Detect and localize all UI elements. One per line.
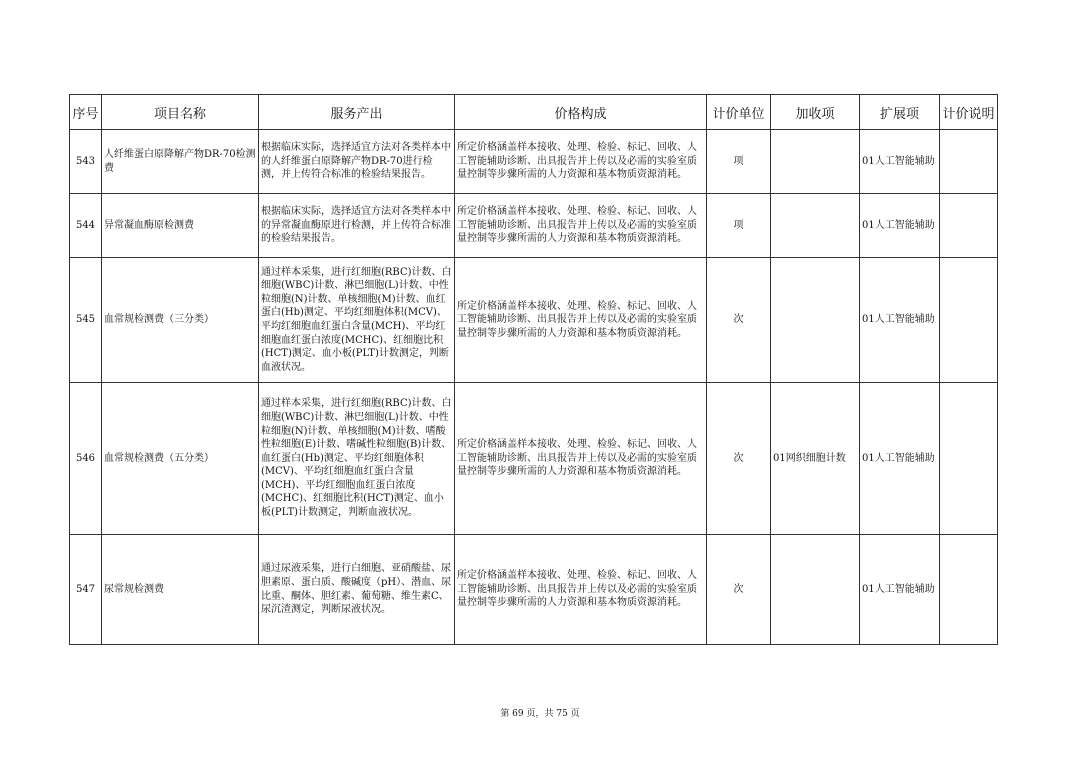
header-extra: 加收项 — [771, 95, 860, 130]
header-row — [70, 95, 998, 130]
row-num: 543 — [70, 130, 102, 194]
header-output: 服务产出 — [259, 95, 455, 130]
row-price: 所定价格涵盖样本接收、处理、检验、标记、回收、人工智能辅助诊断、出具报告并上传以及必需的实验室质量控制等步骤所需的人力资源和基本物质资源消耗。 — [455, 535, 707, 645]
row-unit: 项 — [707, 130, 771, 194]
table-row — [70, 383, 998, 535]
row-ext: 01人工智能辅助 — [860, 535, 940, 645]
row-ext: 01人工智能辅助 — [860, 258, 940, 383]
row-extra — [771, 535, 860, 645]
row-num: 544 — [70, 194, 102, 258]
row-ext: 01人工智能辅助 — [860, 130, 940, 194]
table-row — [70, 258, 998, 383]
row-unit: 项 — [707, 194, 771, 258]
row-unit: 次 — [707, 383, 771, 535]
header-ext: 扩展项 — [860, 95, 940, 130]
page-footer: 第 69 页，共 75 页 — [500, 709, 580, 719]
row-price: 所定价格涵盖样本接收、处理、检验、标记、回收、人工智能辅助诊断、出具报告并上传以及必需的实验室质量控制等步骤所需的人力资源和基本物质资源消耗。 — [455, 130, 707, 194]
row-extra: 01网织细胞计数 — [771, 383, 860, 535]
row-name: 血常规检测费（三分类） — [102, 258, 259, 383]
row-num: 547 — [70, 535, 102, 645]
table-row — [70, 194, 998, 258]
table-row — [70, 535, 998, 645]
row-ext: 01人工智能辅助 — [860, 194, 940, 258]
header-note: 计价说明 — [940, 95, 998, 130]
row-num: 545 — [70, 258, 102, 383]
row-note — [940, 130, 998, 194]
table-row — [70, 130, 998, 194]
price-table — [69, 94, 998, 645]
row-extra — [771, 258, 860, 383]
header-unit: 计价单位 — [707, 95, 771, 130]
row-name: 血常规检测费（五分类） — [102, 383, 259, 535]
row-output: 根据临床实际，选择适宜方法对各类样本中的异常凝血酶原进行检测，并上传符合标准的检验结果报告。 — [259, 194, 455, 258]
row-extra — [771, 194, 860, 258]
row-ext: 01人工智能辅助 — [860, 383, 940, 535]
row-extra — [771, 130, 860, 194]
row-output: 通过尿液采集，进行白细胞、亚硝酸盐、尿胆素原、蛋白质、酸碱度（pH）、潜血、尿比重、酮体、胆红素、葡萄糖、维生素C、尿沉渣测定，判断尿液状况。 — [259, 535, 455, 645]
header-name: 项目名称 — [102, 95, 259, 130]
header-price: 价格构成 — [455, 95, 707, 130]
row-output: 通过样本采集，进行红细胞(RBC)计数、白细胞(WBC)计数、淋巴细胞(L)计数、中性粒细胞(N)计数、单核细胞(M)计数、血红蛋白(Hb)测定、平均红细胞体积(MCV)、平均红细胞血红蛋白含量(MCH)、平均红细胞血红蛋白浓度(MCHC)、红细胞比积(HCT)测定、血小板(PLT)计数测定，判断血液状况。 — [259, 258, 455, 383]
row-name: 异常凝血酶原检测费 — [102, 194, 259, 258]
row-note — [940, 535, 998, 645]
row-unit: 次 — [707, 258, 771, 383]
row-price: 所定价格涵盖样本接收、处理、检验、标记、回收、人工智能辅助诊断、出具报告并上传以及必需的实验室质量控制等步骤所需的人力资源和基本物质资源消耗。 — [455, 383, 707, 535]
row-name: 人纤维蛋白原降解产物DR-70检测费 — [102, 130, 259, 194]
row-price: 所定价格涵盖样本接收、处理、检验、标记、回收、人工智能辅助诊断、出具报告并上传以及必需的实验室质量控制等步骤所需的人力资源和基本物质资源消耗。 — [455, 258, 707, 383]
row-note — [940, 258, 998, 383]
header-num: 序号 — [70, 95, 102, 130]
row-output: 通过样本采集，进行红细胞(RBC)计数、白细胞(WBC)计数、淋巴细胞(L)计数、中性粒细胞(N)计数、单核细胞(M)计数、嗜酸性粒细胞(E)计数、嗜碱性粒细胞(B)计数、血红蛋白(Hb)测定、平均红细胞体积(MCV)、平均红细胞血红蛋白含量(MCH)、平均红细胞血红蛋白浓度(MCHC)、红细胞比积(HCT)测定、血小板(PLT)计数测定，判断血液状况。 — [259, 383, 455, 535]
row-note — [940, 383, 998, 535]
row-note — [940, 194, 998, 258]
row-num: 546 — [70, 383, 102, 535]
row-output: 根据临床实际，选择适宜方法对各类样本中的人纤维蛋白原降解产物DR-70进行检测，并上传符合标准的检验结果报告。 — [259, 130, 455, 194]
row-price: 所定价格涵盖样本接收、处理、检验、标记、回收、人工智能辅助诊断、出具报告并上传以及必需的实验室质量控制等步骤所需的人力资源和基本物质资源消耗。 — [455, 194, 707, 258]
row-unit: 次 — [707, 535, 771, 645]
row-name: 尿常规检测费 — [102, 535, 259, 645]
